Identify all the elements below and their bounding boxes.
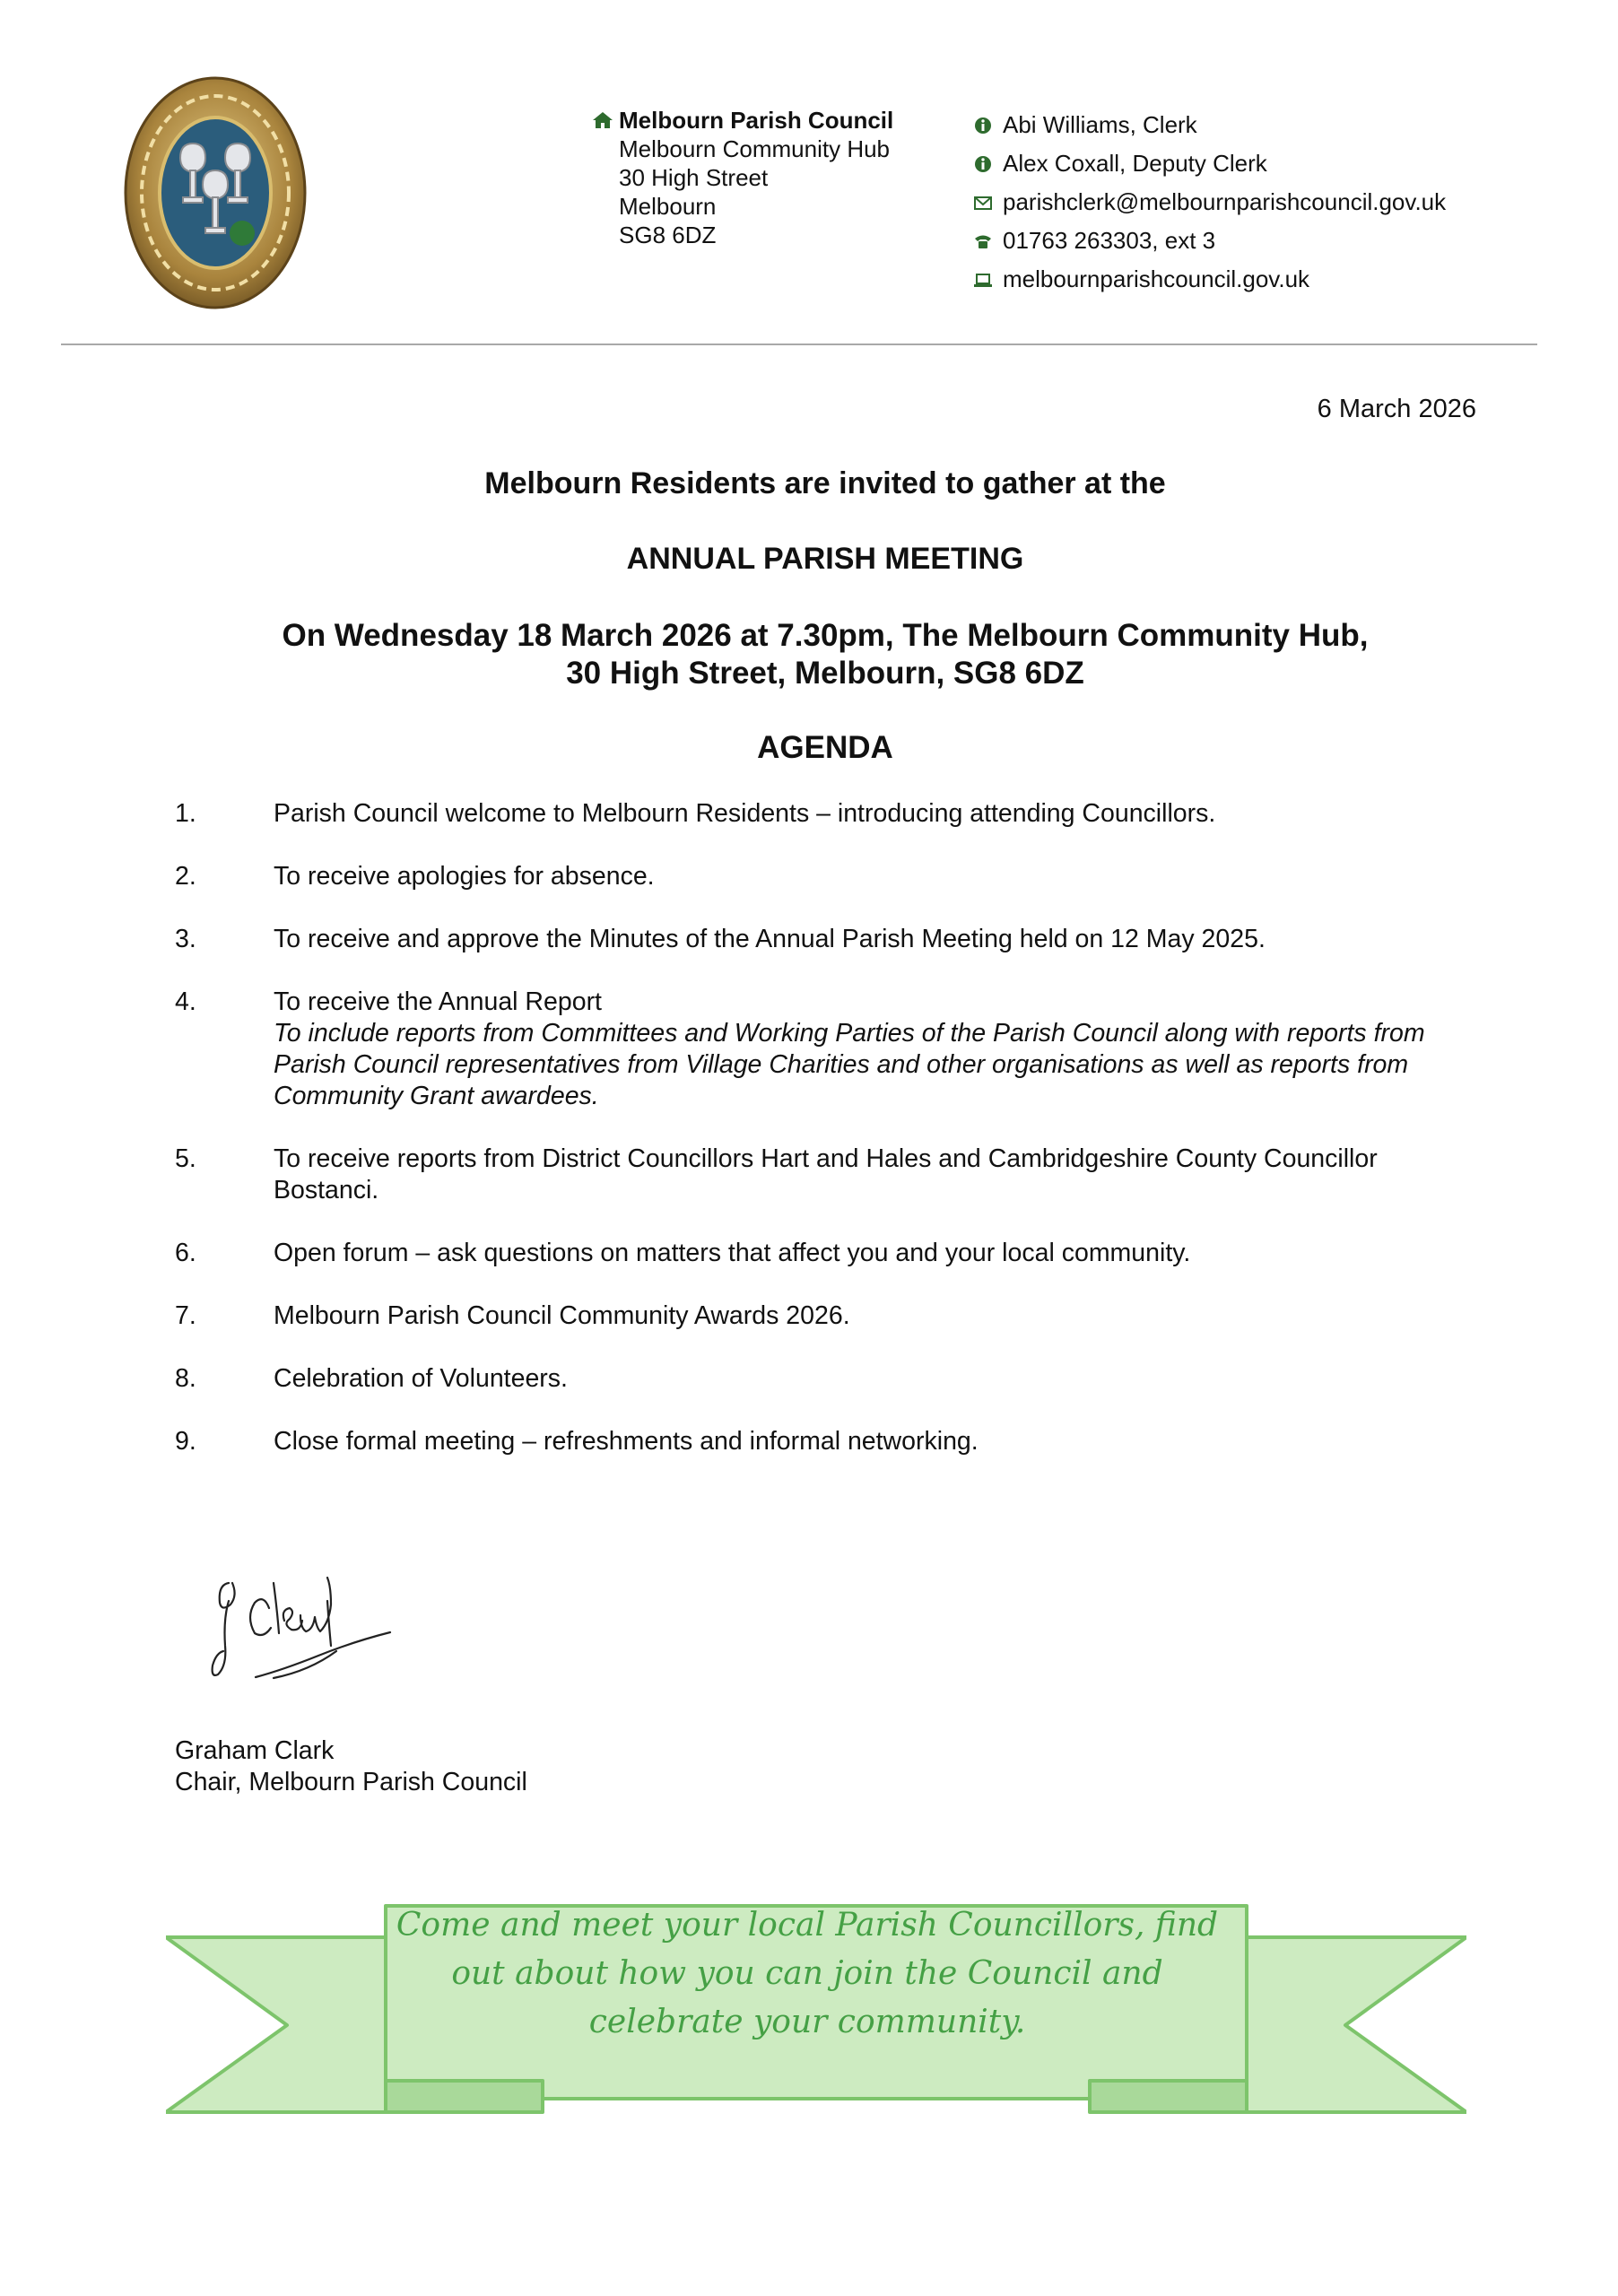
agenda-item-text: To receive reports from District Councillors Hart and Hales and Cambridgeshire County Councillor Bostanci. bbox=[274, 1144, 1378, 1205]
agenda-item bbox=[175, 798, 1475, 830]
contact-text: Abi Williams, Clerk bbox=[1003, 111, 1197, 138]
agenda-item-subtext: To include reports from Committees and Working Parties of the Parish Council along with reports from Parish Council representatives from Village Charities and other organisations as well as reports from Community Grant awardees. bbox=[274, 1019, 1425, 1110]
meeting-title: ANNUAL PARISH MEETING bbox=[626, 542, 1024, 576]
agenda-item-text: Parish Council welcome to Melbourn Residents – introducing attending Councillors. bbox=[274, 799, 1216, 828]
meeting-details bbox=[0, 617, 1618, 692]
agenda-heading: AGENDA bbox=[757, 730, 893, 765]
agenda-item-text: To receive apologies for absence. bbox=[274, 862, 655, 891]
agenda-item-text: To receive the Annual Report bbox=[274, 987, 602, 1016]
agenda-item bbox=[175, 924, 1475, 955]
letter-date: 6 March 2026 bbox=[1317, 395, 1476, 423]
envelope-icon bbox=[973, 194, 993, 212]
agenda-item bbox=[175, 1300, 1475, 1332]
contact-block bbox=[973, 106, 1446, 299]
signatory-role: Chair, Melbourn Parish Council bbox=[175, 1768, 527, 1796]
agenda-item-number: 4. bbox=[175, 987, 196, 1016]
contact-email[interactable] bbox=[973, 183, 1446, 222]
address-block bbox=[592, 106, 893, 249]
info-icon bbox=[973, 117, 993, 135]
agenda-item-number: 9. bbox=[175, 1427, 196, 1456]
banner-line: out about how you can join the Council and bbox=[451, 1955, 1163, 1992]
agenda-item bbox=[175, 1144, 1475, 1206]
agenda-item-text: Melbourn Parish Council Community Awards 2026. bbox=[274, 1301, 850, 1330]
org-name-row bbox=[592, 106, 893, 135]
home-icon bbox=[592, 111, 613, 129]
phone-text: 01763 263303, ext 3 bbox=[1003, 227, 1216, 254]
contact-text: Alex Coxall, Deputy Clerk bbox=[1003, 150, 1267, 177]
meeting-details-line1: On Wednesday 18 March 2026 at 7.30pm, The Melbourn Community Hub, bbox=[282, 618, 1369, 653]
agenda-item bbox=[175, 861, 1475, 892]
agenda-item-text: Open forum – ask questions on matters that affect you and your local community. bbox=[274, 1239, 1191, 1267]
agenda-item-number: 6. bbox=[175, 1239, 196, 1267]
address-line: SG8 6DZ bbox=[619, 222, 717, 248]
banner-line: Come and meet your local Parish Councillors, find bbox=[396, 1907, 1219, 1944]
agenda-item-text: Close formal meeting – refreshments and informal networking. bbox=[274, 1427, 979, 1456]
handwritten-signature bbox=[202, 1565, 417, 1700]
contact-deputy-clerk bbox=[973, 144, 1446, 183]
contact-phone bbox=[973, 222, 1446, 260]
info-icon bbox=[973, 155, 993, 173]
banner-message bbox=[386, 1901, 1229, 2047]
invitation-line: Melbourn Residents are invited to gather at the bbox=[484, 466, 1166, 500]
agenda-item-number: 3. bbox=[175, 925, 196, 953]
address-line: Melbourn bbox=[619, 193, 717, 220]
meeting-details-line2: 30 High Street, Melbourn, SG8 6DZ bbox=[566, 656, 1084, 691]
agenda-item-text: To receive and approve the Minutes of the Annual Parish Meeting held on 12 May 2025. bbox=[274, 925, 1266, 953]
agenda-item-number: 7. bbox=[175, 1301, 196, 1330]
address-line: Melbourn Community Hub bbox=[619, 135, 891, 162]
agenda-item-number: 8. bbox=[175, 1364, 196, 1393]
agenda-item bbox=[175, 1426, 1475, 1457]
email-link[interactable]: parishclerk@melbournparishcouncil.gov.uk bbox=[1003, 188, 1447, 215]
agenda-item-text: Celebration of Volunteers. bbox=[274, 1364, 568, 1393]
website-link[interactable]: melbournparishcouncil.gov.uk bbox=[1003, 265, 1310, 292]
laptop-icon bbox=[973, 271, 993, 289]
agenda-item bbox=[175, 1238, 1475, 1269]
agenda-item bbox=[175, 1363, 1475, 1395]
header-divider bbox=[61, 344, 1537, 345]
org-name: Melbourn Parish Council bbox=[619, 107, 894, 134]
contact-website[interactable] bbox=[973, 260, 1446, 299]
address-line: 30 High Street bbox=[619, 164, 769, 191]
signatory-block bbox=[175, 1735, 527, 1798]
signatory-name: Graham Clark bbox=[175, 1736, 335, 1765]
agenda-list bbox=[175, 798, 1475, 1489]
banner-line: celebrate your community. bbox=[588, 2004, 1026, 2040]
agenda-item bbox=[175, 987, 1475, 1112]
parish-crest-logo bbox=[117, 72, 314, 314]
phone-icon bbox=[973, 232, 993, 250]
contact-clerk bbox=[973, 106, 1446, 144]
agenda-item-number: 1. bbox=[175, 799, 196, 828]
agenda-item-number: 5. bbox=[175, 1144, 196, 1173]
agenda-item-number: 2. bbox=[175, 862, 196, 891]
